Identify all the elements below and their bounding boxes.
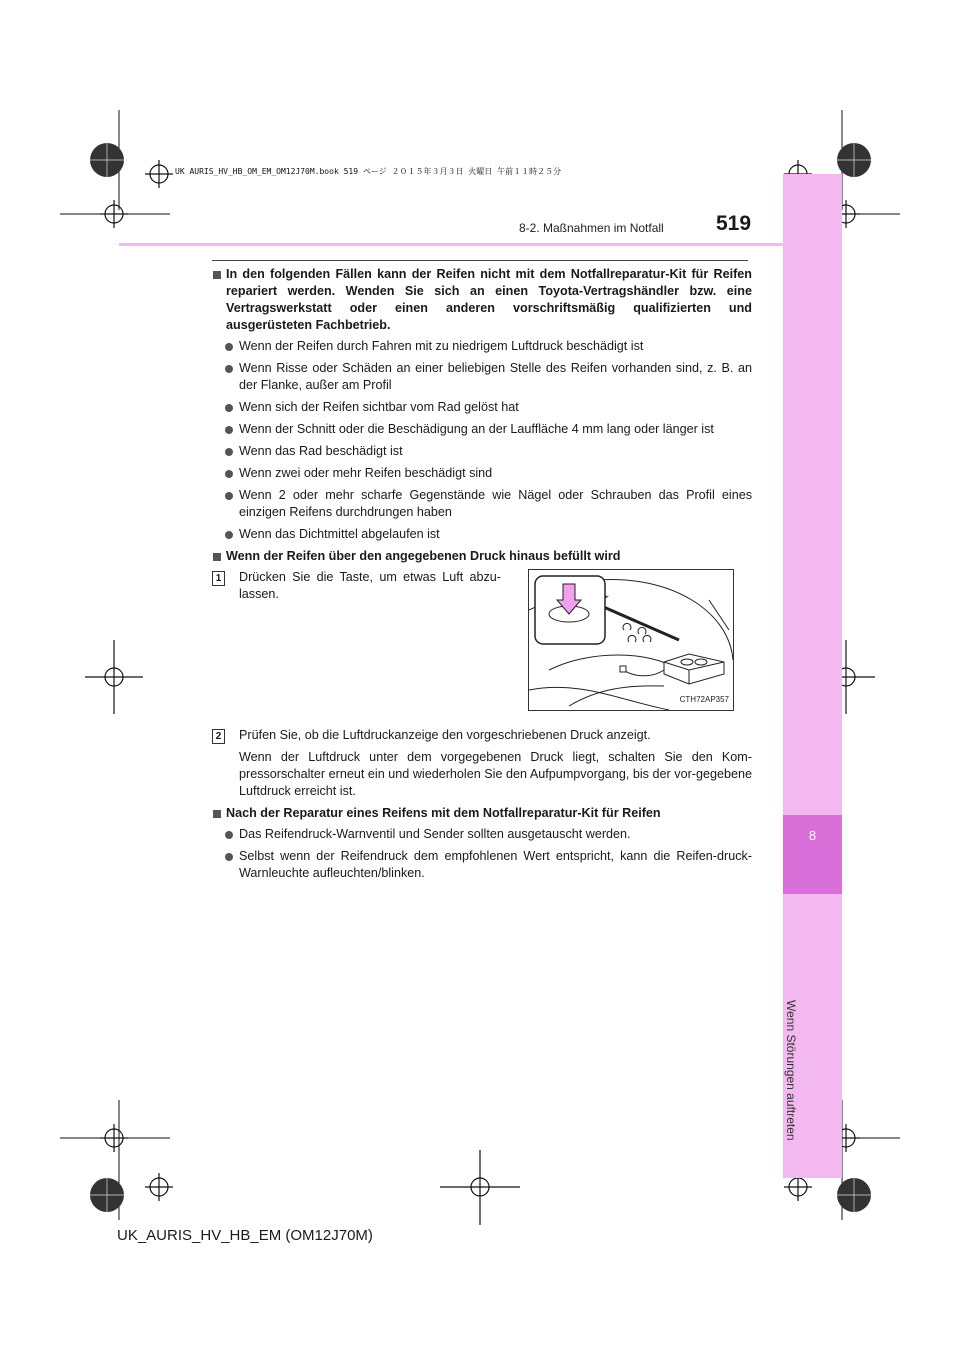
list-item-text: Wenn 2 oder mehr scharfe Gegenstände wie Nägel oder Schrauben das Profil eines einzigen Reifens durchdrungen haben: [239, 488, 752, 519]
round-bullet-icon: [225, 831, 233, 839]
list-item-text: Wenn Risse oder Schäden an einer beliebigen Stelle des Reifen vorhanden sind, z. B. an der Flanke, außer am Profil: [239, 361, 752, 392]
list-item: [212, 338, 752, 355]
list-item: [212, 465, 752, 482]
step-2: [212, 727, 752, 744]
side-tab-active-chapter: [783, 815, 842, 894]
list-item: [212, 421, 752, 438]
list-item: [212, 487, 752, 521]
compressor-illustration: [529, 570, 733, 710]
square-bullet-icon: [213, 553, 221, 561]
step-number: 1: [212, 571, 225, 586]
step-number: 2: [212, 729, 225, 744]
print-info: UK AURIS_HV_HB_OM_EM_OM12J70M.book 519 ページ ２０１５年３月３日 火曜日 午前１１時２５分: [175, 167, 562, 176]
list-item: [212, 526, 752, 543]
square-bullet-icon: [213, 271, 221, 279]
round-bullet-icon: [225, 531, 233, 539]
round-bullet-icon: [225, 492, 233, 500]
section-heading: [212, 805, 752, 822]
list-item-text: Wenn das Dichtmittel abgelaufen ist: [239, 527, 440, 541]
section-heading: [212, 266, 752, 334]
list-item-text: Wenn der Schnitt oder die Beschädigung an der Lauffläche 4 mm lang oder länger ist: [239, 422, 714, 436]
main-content: [212, 266, 752, 887]
round-bullet-icon: [225, 404, 233, 412]
page-number: 519: [716, 212, 752, 235]
step-text: Drücken Sie die Taste, um etwas Luft abzu-lassen.: [239, 570, 501, 601]
step-text: Prüfen Sie, ob die Luftdruckanzeige den vorgeschriebenen Druck anzeigt.: [239, 728, 651, 742]
list-item: [212, 848, 752, 882]
round-bullet-icon: [225, 853, 233, 861]
list-item-text: Wenn der Reifen durch Fahren mit zu niedrigem Luftdruck beschädigt ist: [239, 339, 644, 353]
heading-text: Nach der Reparatur eines Reifens mit dem Notfallreparatur-Kit für Reifen: [226, 806, 661, 820]
step-1: [212, 569, 752, 721]
round-bullet-icon: [225, 365, 233, 373]
heading-text: In den folgenden Fällen kann der Reifen nicht mit dem Notfallreparatur-Kit für Reifen repariert werden. Wenden Sie sich an einen Toyota-Vertragshändler bzw. eine Vertragswerkstatt oder einen anderen vorschriftsmäßig qualifizierten und ausgerüsteten Fachbetrieb.: [226, 267, 752, 332]
section-heading: [212, 548, 752, 565]
footer-code: UK_AURIS_HV_HB_EM (OM12J70M): [117, 1227, 373, 1244]
step-2-note: Wenn der Luftdruck unter dem vorgegebenen Druck liegt, schalten Sie den Kom-pressorschalter erneut ein und wiederholen Sie den Aufpumpvorgang, bis der vor-gegebene Luftdruck erreicht ist.: [239, 750, 752, 798]
round-bullet-icon: [225, 448, 233, 456]
figure-code: CTH72AP357: [679, 695, 729, 704]
round-bullet-icon: [225, 470, 233, 478]
list-item-text: Wenn zwei oder mehr Reifen beschädigt sind: [239, 466, 493, 480]
list-item: [212, 826, 752, 843]
list-item: [212, 399, 752, 416]
header-rule: [119, 243, 783, 246]
heading-text: Wenn der Reifen über den angegebenen Druck hinaus befüllt wird: [226, 549, 621, 563]
round-bullet-icon: [225, 343, 233, 351]
section-title: 8-2. Maßnahmen im Notfall: [519, 221, 664, 235]
list-item-text: Wenn sich der Reifen sichtbar vom Rad gelöst hat: [239, 400, 519, 414]
list-item: [212, 360, 752, 394]
list-item-text: Wenn das Rad beschädigt ist: [239, 444, 403, 458]
round-bullet-icon: [225, 426, 233, 434]
list-item: [212, 443, 752, 460]
chapter-label: Wenn Störungen auftreten: [784, 1000, 798, 1141]
list-item-text: Selbst wenn der Reifendruck dem empfohlenen Wert entspricht, kann die Reifen-druck-Warnleuchte aufleuchten/blinken.: [239, 849, 752, 880]
content-rule: [212, 260, 748, 261]
illustration-compressor: [528, 569, 734, 711]
chapter-number: 8: [808, 828, 817, 843]
list-item-text: Das Reifendruck-Warnventil und Sender sollten ausgetauscht werden.: [239, 827, 631, 841]
square-bullet-icon: [213, 810, 221, 818]
